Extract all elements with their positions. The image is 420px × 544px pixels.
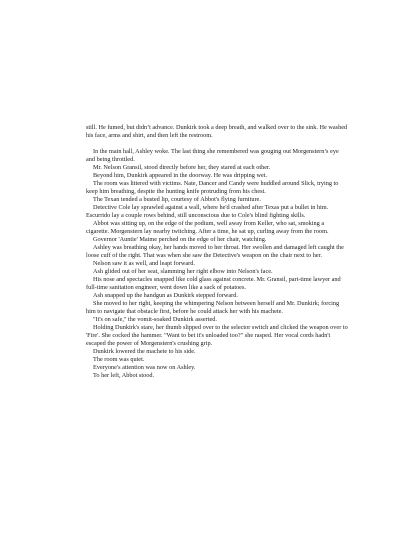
paragraph: Ashley was breathing okay, her hands moved to her throat. Her swollen and damaged left caught the loose cuff of the right. That was when she saw the Detective's weapon on the chair next to her. [86,244,344,259]
paragraph: Abbot was sitting up, on the edge of the podium, well away from Keller, who sat, smoking a cigarette. Morgenstern lay nearby twitching. After a time, he sat up, curling away from the room. [86,220,329,235]
paragraph: Ash glided out of her seat, slamming her right elbow into Nelson's face. [93,268,273,275]
paragraph: The room was littered with victims. Nate, Dancer and Candy were huddled around Slick, trying to keep him breathing, despite the hunting knife protruding from his chest. [86,180,339,195]
paragraph: Ash snapped up the handgun as Dunkirk stepped forward. [93,292,238,299]
paragraph: To her left, Abbot stood. [93,372,155,379]
paragraph-gap [86,140,348,148]
paragraph: Everyone's attention was now on Ashley. [93,364,196,371]
paragraph: His nose and spectacles snapped like cold glass against concrete. Mr. Gransil, part-time lawyer and full-time sanitation engineer, went down like a sack of potatoes. [86,276,341,291]
paragraph: Mr. Nelson Gransil, stood directly before her, they stared at each other. [93,164,271,171]
body-text [86,124,348,380]
paragraph: In the main hall, Ashley woke. The last thing she remembered was gouging out Morgenstern’s eye and being throttled. [86,148,339,163]
paragraph: The room was quiet. [93,356,145,363]
paragraph: Holding Dunkirk's stare, her thumb slipped over to the selector switch and clicked the weapon over to 'Fire'. She cocked the hammer. "Want to bet it's unloaded too?" she rasped. Her vocal cords hadn't escaped the power of Morgenstern's crushing grip. [86,324,348,347]
paragraph: Nelson saw it as well, and leapt forward. [93,260,195,267]
paragraph: still. He fumed, but didn’t advance. Dunkirk took a deep breath, and walked over to the sink. He washed his face, arms and shirt, and then left the restroom. [86,124,348,139]
paragraph: Beyond him, Dunkirk appeared in the doorway. He was dripping wet. [93,172,268,179]
paragraph: Governor 'Auntie' Maime perched on the edge of her chair, watching. [93,236,267,243]
paragraph: The Texan tended a busted lip, courtesy of Abbot's flying furniture. [93,196,261,203]
paragraph: Dunkirk lowered the machete to his side. [93,348,196,355]
paragraph: Detective Cole lay sprawled against a wall, where he'd crashed after Texas put a bullet in him. Escurrido lay a couple rows behind, still unconscious due to Cole's blind fighting skills. [86,204,329,219]
paragraph: She moved to her right, keeping the whimpering Nelson between herself and Mr. Dunkirk; forcing him to navigate that obstacle first, before he could attack her with his machete. [86,300,340,315]
paragraph: "It's on safe," the vomit-soaked Dunkirk asserted. [93,316,217,323]
